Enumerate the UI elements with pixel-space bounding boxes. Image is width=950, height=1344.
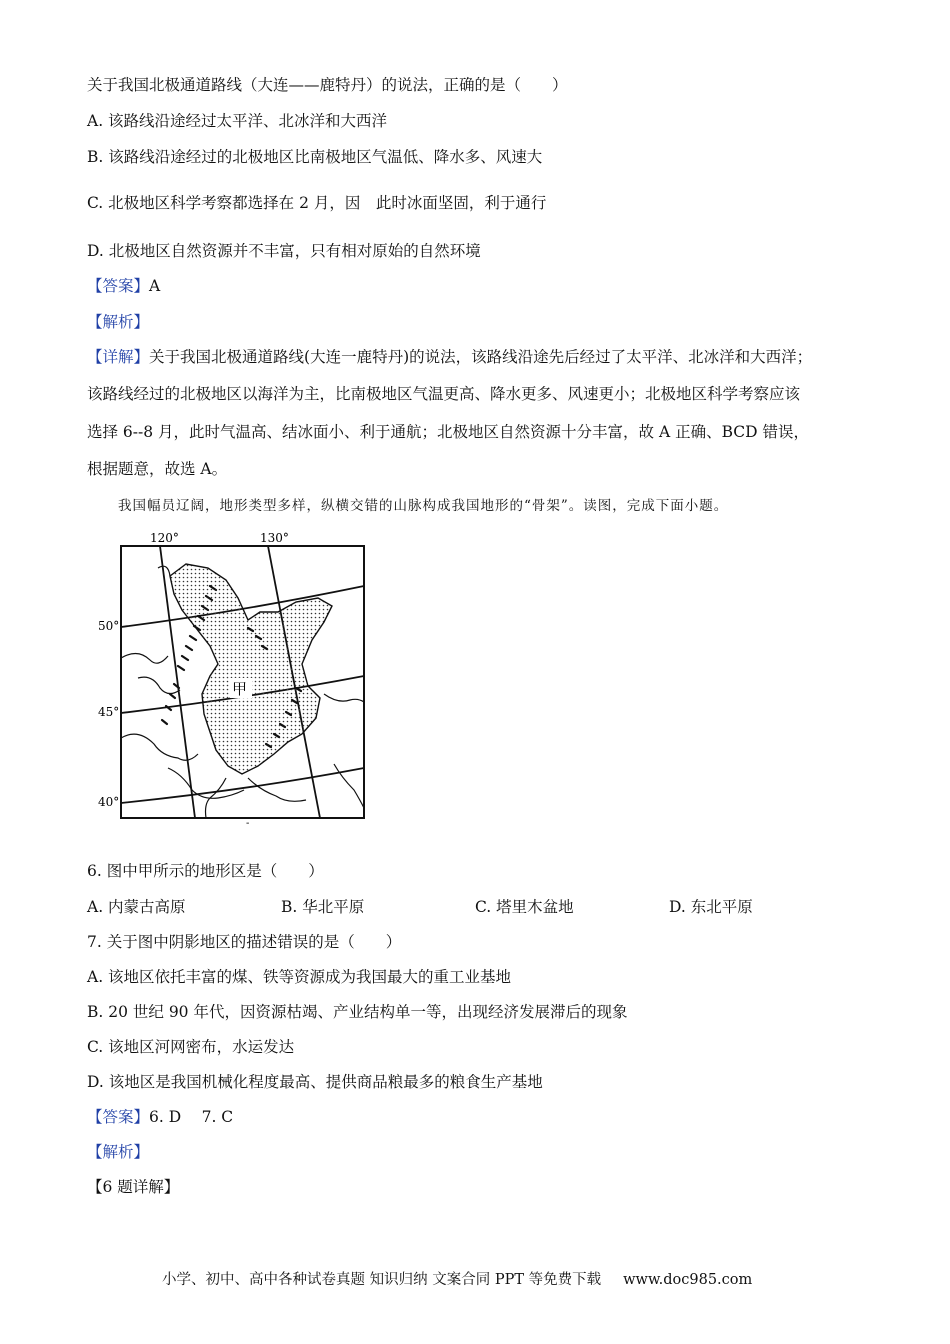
analysis2-tag: 【解析】 [87, 1143, 150, 1161]
q5-option-d: D. 北极地区自然资源并不丰富，只有相对原始的自然环境 [87, 242, 481, 260]
lon-label-130: 130° [260, 531, 289, 545]
lon-label-120: 120° [150, 531, 179, 545]
map-bottom-mark: - [246, 818, 250, 829]
q5-analysis-tag: 【解析】 [87, 313, 150, 331]
answer-value: A [149, 277, 161, 295]
q5-stem: 关于我国北极通道路线（大连——鹿特丹）的说法，正确的是（ ） [87, 76, 568, 94]
detail-text: 关于我国北极通道路线(大连一鹿特丹)的说法，该路线沿途先后经过了太平洋、北冰洋和大西洋； [149, 348, 813, 366]
lat-label-45: 45° [98, 705, 120, 719]
q6-detail-tag: 【6 题详解】 [87, 1178, 180, 1196]
q6-stem: 6. 图中甲所示的地形区是（ ） [87, 862, 324, 880]
q7-option-c: C. 该地区河网密布，水运发达 [87, 1038, 295, 1056]
q6-option-c: C. 塔里木盆地 [475, 898, 574, 916]
q6-option-a: A. 内蒙古高原 [87, 898, 186, 916]
lat-label-40: 40° [98, 795, 120, 809]
q6-option-b: B. 华北平原 [281, 898, 365, 916]
q5-option-c: C. 北极地区科学考察都选择在 2 月，因 此时冰面坚固，利于通行 [87, 194, 547, 212]
answer2-value: 6. D 7. C [149, 1108, 234, 1126]
answer-tag: 【答案】 [87, 277, 150, 295]
q5-detail-line-1 [87, 346, 812, 368]
intro-text: 我国幅员辽阔，地形类型多样，纵横交错的山脉构成我国地形的“骨架”。读图，完成下面小题。 [118, 498, 729, 514]
q5-option-a: A. 该路线沿途经过太平洋、北冰洋和大西洋 [87, 112, 388, 130]
footer-text: 小学、初中、高中各种试卷真题 知识归纳 文案合同 PPT 等免费下载 [162, 1272, 602, 1288]
q5-detail-line-2: 该路线经过的北极地区以海洋为主，比南极地区气温更高、降水更多、风速更小；北极地区科学考察应该 [87, 385, 801, 403]
q5-detail-line-4: 根据题意，故选 A。 [87, 460, 228, 478]
q7-option-d: D. 该地区是我国机械化程度最高、提供商品粮最多的粮食生产基地 [87, 1073, 543, 1091]
q7-option-b: B. 20 世纪 90 年代，因资源枯竭、产业结构单一等，出现经济发展滞后的现象 [87, 1003, 628, 1021]
answer2-tag: 【答案】 [87, 1108, 150, 1126]
answer2 [87, 1106, 233, 1128]
footer-url[interactable]: www.doc985.com [623, 1272, 753, 1288]
detail-tag: 【详解】 [87, 348, 150, 366]
footer [162, 1268, 752, 1289]
northeast-china-map [98, 528, 370, 829]
q5-option-b: B. 该路线沿途经过的北极地区比南极地区气温低、降水多、风速大 [87, 148, 543, 166]
q5-detail-line-3: 选择 6--8 月，此时气温高、结冰面小、利于通航；北极地区自然资源十分丰富，故 A 正确、BCD 错误， [87, 423, 809, 441]
lat-label-50: 50° [98, 619, 120, 633]
q6-option-d: D. 东北平原 [669, 898, 753, 916]
q7-stem: 7. 关于图中阴影地区的描述错误的是（ ） [87, 933, 402, 951]
q7-option-a: A. 该地区依托丰富的煤、铁等资源成为我国最大的重工业基地 [87, 968, 512, 986]
q5-answer [87, 275, 160, 297]
region-label: 甲 [232, 680, 248, 698]
